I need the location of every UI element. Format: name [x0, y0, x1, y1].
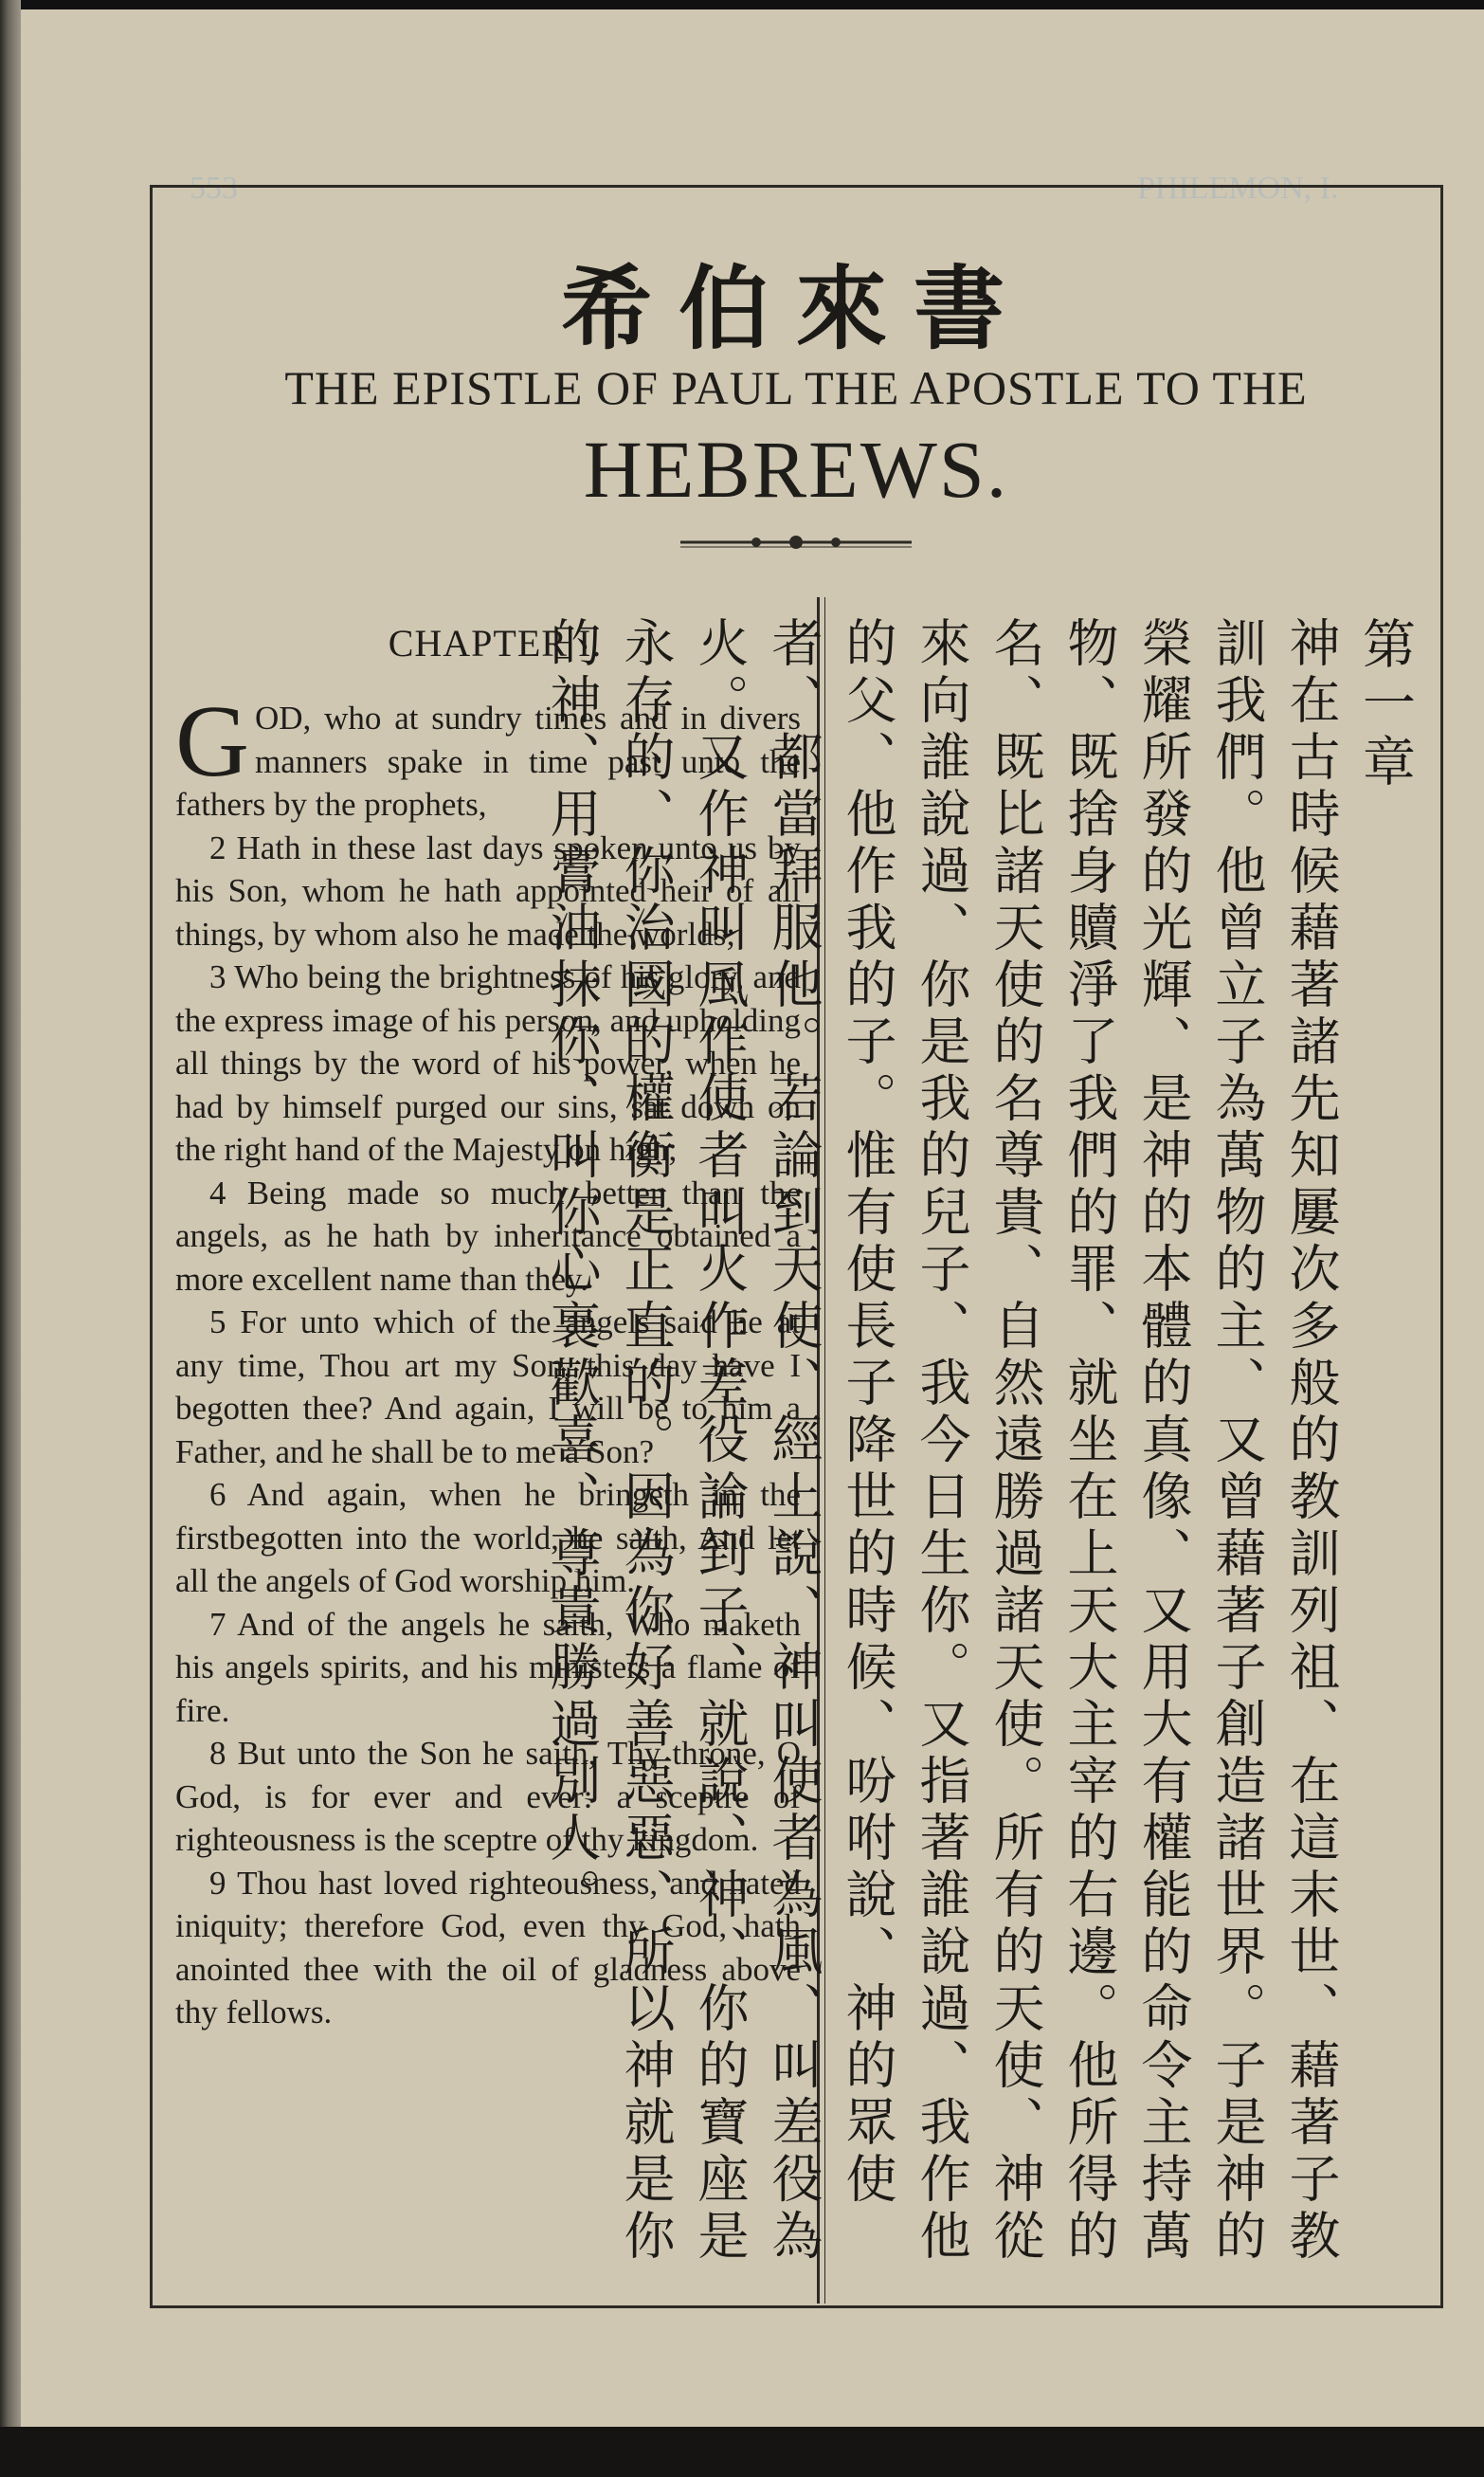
verse-7: 7 And of the angels he saith, Who maketh his angels spirits, and his ministers a flame of fire.: [175, 1605, 801, 1729]
chapter-heading: CHAPTER I.: [388, 622, 603, 665]
chinese-chapter-heading: 第一章: [1354, 616, 1416, 792]
title-ornament: [680, 531, 912, 554]
chinese-text: 神在古時候藉著諸先知屢次多般的教訓列祖、在這末世、藉著子教訓我們。他曾立子為萬物的主、又曾藉著子創造諸世界。子是神的榮耀所發的光輝、是神的本體的真像、又用大有權能的命令主持萬物、既捨身贖淨了我們的罪、就坐在上天大主宰的右邊。他所得的名、既比諸天使的名尊貴、自然遠勝過諸天使。所有的天使、神從來向誰說過、你是我的兒子、我今日生你。又指著誰說過、我作他的父、他作我的子。惟有使長子降世的時候、吩咐說、神的眾使者、都當拜服他。若論到天使、經上說、神叫使者為風、叫差役為火。又作神叫風作使者叫火作差役論到子、就說、神、你的寶座是永存的、你治國的權衡是正直的。因為你好善惡惡、所以神就是你的神、用膏油抹你、叫你心裏歡喜、尊貴勝過別人。: [542, 616, 1341, 2266]
drop-cap: G: [175, 685, 249, 798]
verse-3: 3 Who being the brightness of his glory, and the express image of his person, and upholding all things by the word of his power, when he had by himself purged our sins, sat down on the right hand of the Majesty on high;: [175, 958, 801, 1168]
verse-8: 8 But unto the Son he saith, Thy throne, O God, is for ever and ever: a sceptre of righteousness is the sceptre of thy kingdom.: [175, 1735, 801, 1858]
verse-6: 6 And again, when he bringeth in the firstbegotten into the world, he saith, And let all the angels of God worship him.: [175, 1476, 801, 1599]
verse-1-text: OD, who at sundry times and in divers manners spake in time past unto the fathers by the prophets,: [175, 700, 801, 823]
book-spine: [0, 0, 21, 2477]
bleed-running-title: PHILEMON, I.: [1137, 171, 1339, 206]
verse-2: 2 Hath in these last days spoken unto us by his Son, whom he hath appointed heir of all things, by whom also he made the worlds;: [175, 829, 801, 953]
verse-4: 4 Being made so much better than the angels, as he hath by inheritance obtained a more excellent name than they.: [175, 1174, 801, 1298]
top-edge: [0, 0, 1484, 9]
verse-9: 9 Thou hast loved righteousness, and hated iniquity; therefore God, even thy God, hath anointed thee with the oil of gladness above thy fellows.: [175, 1864, 801, 2031]
verse-5: 5 For unto which of the angels said he at any time, Thou art my Son, this day have I begotten thee? And again, I will be to him a Father, and he shall be to me a Son?: [175, 1303, 801, 1470]
title-english-line2: HEBREWS.: [583, 424, 1009, 515]
chinese-column: [542, 616, 1421, 2285]
title-english-line1: THE EPISTLE OF PAUL THE APOSTLE TO THE: [284, 361, 1308, 414]
bottom-edge: [0, 2427, 1484, 2477]
bleed-page-number: 553: [190, 171, 238, 206]
title-chinese: 希伯來書: [561, 255, 1031, 362]
